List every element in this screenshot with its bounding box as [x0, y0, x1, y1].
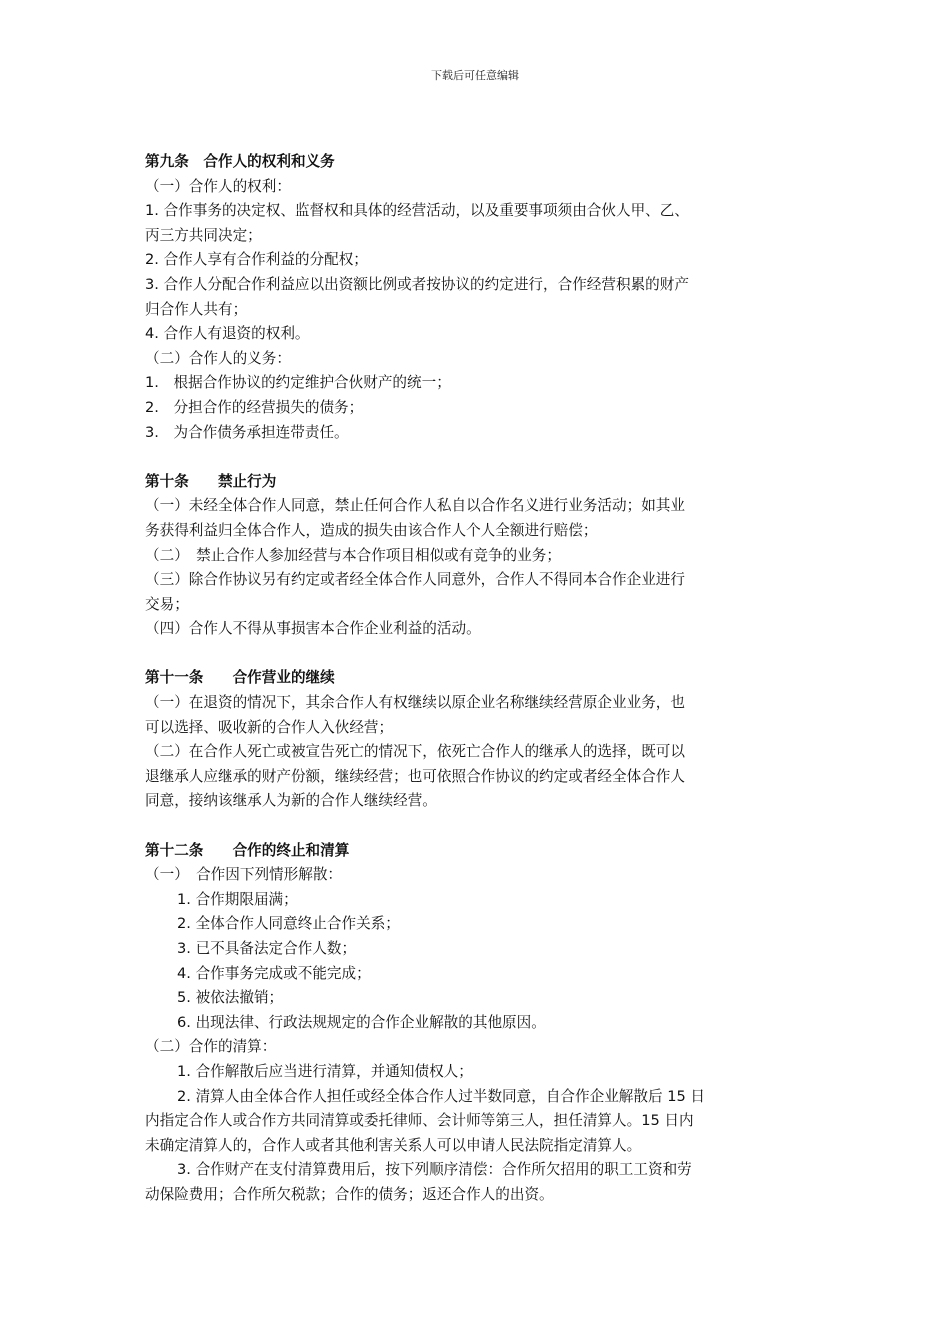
- article-11-p2c: 同意，接纳该继承人为新的合作人继续经营。: [145, 792, 437, 810]
- article-9-title: 第九条 合作人的权利和义务: [145, 153, 335, 170]
- liquidation-item-1: 1. 合作解散后应当进行清算，并通知债权人；: [177, 1062, 473, 1080]
- article-12-sub2: （二）合作的清算：: [145, 1038, 277, 1056]
- liquidation-item-2c: 未确定清算人的，合作人或者其他利害关系人可以申请人民法院指定清算人。: [145, 1136, 642, 1154]
- liquidation-item-3b: 动保险费用；合作所欠税款；合作的债务；返还合作人的出资。: [145, 1185, 554, 1203]
- article-11-p2b: 退继承人应继承的财产份额，继续经营；也可依照合作协议的约定或者经全体合作人: [145, 767, 685, 785]
- article-9-obligation-2: 2. 分担合作的经营损失的债务；: [145, 398, 364, 416]
- article-9-right-1a: 1. 合作事务的决定权、监督权和具体的经营活动，以及重要事项须由合伙人甲、乙、: [145, 202, 689, 220]
- article-10-p4: （四）合作人不得从事损害本合作企业利益的活动。: [145, 620, 481, 638]
- article-11-p1a: （一）在退资的情况下，其余合作人有权继续以原企业名称继续经营原企业业务，也: [145, 694, 685, 712]
- liquidation-item-2b: 内指定合作人或合作方共同清算或委托律师、会计师等第三人，担任清算人。15 日内: [145, 1112, 694, 1130]
- document-body: [145, 150, 815, 1208]
- liquidation-item-2a: 2. 清算人由全体合作人担任或经全体合作人过半数同意，自合作企业解散后 15 日: [177, 1087, 706, 1105]
- article-10-p1b: 务获得利益归全体合作人，造成的损失由该合作人个人全额进行赔偿；: [145, 521, 598, 539]
- article-11-p1b: 可以选择、吸收新的合作人入伙经营；: [145, 718, 394, 736]
- article-9-sub1: （一）合作人的权利：: [145, 177, 291, 195]
- spacer: [145, 445, 815, 470]
- article-9-right-2: 2. 合作人享有合作利益的分配权；: [145, 251, 368, 269]
- dissolution-item-2: 2. 全体合作人同意终止合作关系；: [177, 915, 400, 933]
- article-9-right-3b: 归合作人共有；: [145, 300, 248, 318]
- article-11-p2a: （二）在合作人死亡或被宣告死亡的情况下，依死亡合作人的继承人的选择，既可以: [145, 743, 685, 761]
- article-10-title: 第十条 禁止行为: [145, 472, 277, 490]
- article-9-right-1b: 丙三方共同决定；: [145, 226, 262, 244]
- dissolution-item-4: 4. 合作事务完成或不能完成；: [177, 964, 371, 982]
- article-12-sub1: （一） 合作因下列情形解散：: [145, 866, 343, 884]
- dissolution-item-6: 6. 出现法律、行政法规规定的合作企业解散的其他原因。: [177, 1013, 546, 1031]
- article-11-title: 第十一条 合作营业的继续: [145, 669, 335, 687]
- liquidation-item-3a: 3. 合作财产在支付清算费用后，按下列顺序清偿：合作所欠招用的职工工资和劳: [177, 1161, 692, 1179]
- article-9-sub2: （二）合作人的义务：: [145, 349, 291, 367]
- article-12-title: 第十二条 合作的终止和清算: [145, 841, 350, 859]
- article-10-p3a: （三）除合作协议另有约定或者经全体合作人同意外，合作人不得同本合作企业进行: [145, 571, 685, 589]
- article-10-p1a: （一）未经全体合作人同意，禁止任何合作人私自以合作名义进行业务活动；如其业: [145, 497, 685, 515]
- article-10-p3b: 交易；: [145, 595, 189, 613]
- article-9-right-3a: 3. 合作人分配合作利益应以出资额比例或者按协议的约定进行，合作经营积累的财产: [145, 275, 689, 293]
- dissolution-item-3: 3. 已不具备法定合作人数；: [177, 940, 357, 957]
- page-header: 下载后可任意编辑: [431, 69, 519, 82]
- spacer: [145, 642, 815, 667]
- dissolution-item-5: 5. 被依法撤销；: [177, 989, 284, 1007]
- spacer: [145, 814, 815, 839]
- article-9-obligation-1: 1. 根据合作协议的约定维护合伙财产的统一；: [145, 374, 451, 392]
- article-10-p2: （二） 禁止合作人参加经营与本合作项目相似或有竞争的业务；: [145, 546, 561, 564]
- article-9-obligation-3: 3. 为合作债务承担连带责任。: [145, 423, 349, 441]
- dissolution-item-1: 1. 合作期限届满；: [177, 890, 298, 908]
- article-9-right-4: 4. 合作人有退资的权利。: [145, 325, 310, 343]
